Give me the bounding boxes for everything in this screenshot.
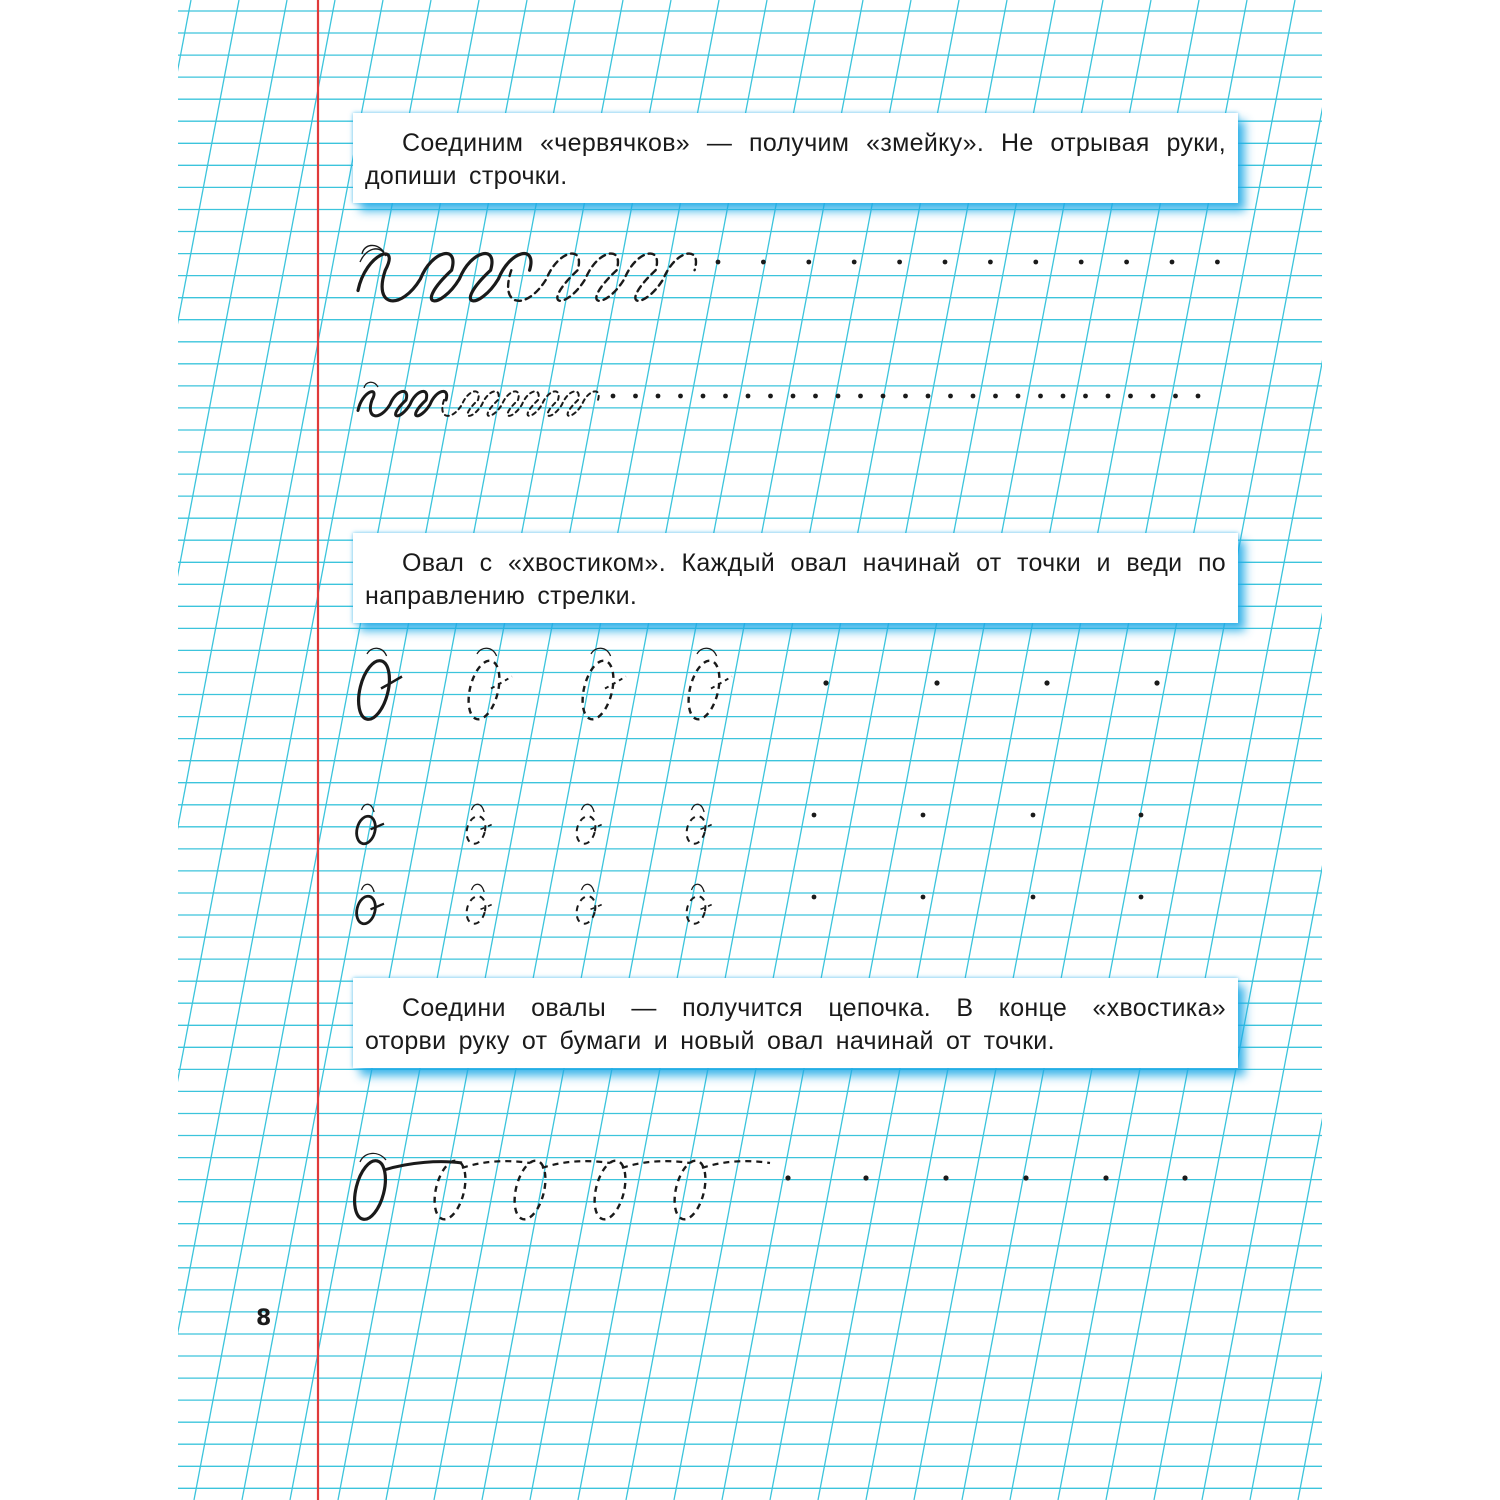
- guide-dot: [993, 394, 998, 399]
- guide-dot: [921, 895, 926, 900]
- dashed-tail: [481, 824, 495, 830]
- guide-dot: [988, 260, 993, 265]
- guide-dot: [806, 260, 811, 265]
- guide-dot: [897, 260, 902, 265]
- guide-dot: [1139, 813, 1144, 818]
- guide-dot: [611, 394, 616, 399]
- guide-dot: [746, 394, 751, 399]
- task-text-oval-tail: Овал с «хвостиком». Каждый овал начинай от точки и веди по направлению стрелки.: [365, 549, 1226, 610]
- dashed-chain-link: [702, 1161, 770, 1168]
- guide-dot: [903, 394, 908, 399]
- dashed-snake-stroke: [442, 391, 598, 415]
- guide-dot: [1106, 394, 1111, 399]
- dashed-oval: [684, 894, 708, 926]
- guide-dot: [921, 813, 926, 818]
- start-arrow-icon: [692, 804, 705, 812]
- solid-snake-stroke: [358, 391, 447, 415]
- solid-tail: [381, 677, 402, 689]
- guide-dot: [1215, 260, 1220, 265]
- guide-dot: [1173, 394, 1178, 399]
- solid-tail: [371, 904, 385, 910]
- guide-dot: [701, 394, 706, 399]
- task-text-oval-chain: Соедини овалы — получится цепочка. В конце «хвостика» оторви руку от бумаги и новый овал начинай от точки.: [365, 994, 1226, 1055]
- guide-dot: [1196, 394, 1201, 399]
- guide-dot: [1154, 680, 1159, 685]
- dashed-oval: [464, 814, 488, 846]
- guide-dot: [678, 394, 683, 399]
- start-arrow-icon: [692, 884, 705, 892]
- guide-dot: [1103, 1175, 1108, 1180]
- solid-snake-stroke: [358, 254, 531, 301]
- guide-dot: [1044, 680, 1049, 685]
- guide-dot: [1033, 260, 1038, 265]
- guide-dot: [1139, 895, 1144, 900]
- guide-dot: [716, 260, 721, 265]
- dashed-chain-link: [622, 1161, 690, 1168]
- dashed-chain-link: [542, 1161, 610, 1168]
- dashed-snake-stroke: [508, 254, 696, 301]
- guide-dot: [1031, 813, 1036, 818]
- guide-dot: [723, 394, 728, 399]
- start-arrow-icon: [362, 884, 375, 892]
- solid-chain-oval: [349, 1158, 391, 1223]
- dashed-oval: [574, 894, 598, 926]
- guide-dot: [1038, 394, 1043, 399]
- dashed-oval: [464, 894, 488, 926]
- task-box-oval-tail: [353, 533, 1238, 623]
- guide-dot: [823, 680, 828, 685]
- guide-dot: [761, 260, 766, 265]
- guide-dot: [1151, 394, 1156, 399]
- guide-dot: [1124, 260, 1129, 265]
- guide-dot: [926, 394, 931, 399]
- dashed-oval: [684, 814, 708, 846]
- dashed-tail: [491, 677, 512, 689]
- guide-dot: [943, 260, 948, 265]
- guide-dot: [768, 394, 773, 399]
- dashed-oval: [577, 658, 619, 723]
- guide-dot: [852, 260, 857, 265]
- start-arrow-icon: [477, 648, 497, 656]
- guide-dot: [633, 394, 638, 399]
- guide-dot: [812, 813, 817, 818]
- guide-dot: [836, 394, 841, 399]
- guide-dot: [943, 1175, 948, 1180]
- dashed-chain-link: [462, 1161, 530, 1168]
- guide-dot: [1182, 1175, 1187, 1180]
- start-arrow-icon: [582, 884, 595, 892]
- guide-dot: [948, 394, 953, 399]
- solid-oval: [354, 814, 378, 846]
- dashed-tail: [701, 904, 715, 910]
- guide-dot: [1031, 895, 1036, 900]
- solid-oval: [353, 658, 395, 723]
- guide-dot: [881, 394, 886, 399]
- guide-dot: [1061, 394, 1066, 399]
- guide-dot: [791, 394, 796, 399]
- dashed-tail: [711, 677, 732, 689]
- guide-dot: [1079, 260, 1084, 265]
- dashed-tail: [481, 904, 495, 910]
- solid-tail: [371, 824, 385, 830]
- dashed-tail: [605, 677, 626, 689]
- guide-dot: [1170, 260, 1175, 265]
- dashed-tail: [591, 904, 605, 910]
- dashed-tail: [701, 824, 715, 830]
- guide-dot: [1023, 1175, 1028, 1180]
- start-arrow-icon: [367, 648, 387, 656]
- dashed-oval: [463, 658, 505, 723]
- guide-dot: [863, 1175, 868, 1180]
- guide-dot: [934, 680, 939, 685]
- guide-dot: [813, 394, 818, 399]
- guide-dot: [785, 1175, 790, 1180]
- dashed-tail: [591, 824, 605, 830]
- start-arrow-icon: [582, 804, 595, 812]
- start-arrow-icon: [591, 648, 611, 656]
- task-box-snake: [353, 113, 1238, 203]
- page-number: 8: [256, 1306, 272, 1331]
- start-arrow-icon: [472, 884, 485, 892]
- start-arrow-icon: [472, 804, 485, 812]
- solid-oval: [354, 894, 378, 926]
- guide-dot: [971, 394, 976, 399]
- task-text-snake: Соединим «червячков» — получим «змейку». Не отрывая руки, допиши строчки.: [365, 129, 1226, 190]
- guide-dot: [858, 394, 863, 399]
- start-arrow-icon: [364, 382, 378, 388]
- guide-dot: [1083, 394, 1088, 399]
- dashed-oval: [574, 814, 598, 846]
- start-arrow-icon: [362, 804, 375, 812]
- guide-dot: [812, 895, 817, 900]
- task-box-oval-chain: [353, 978, 1238, 1068]
- dashed-oval: [683, 658, 725, 723]
- guide-dot: [1016, 394, 1021, 399]
- guide-dot: [656, 394, 661, 399]
- start-arrow-icon: [697, 648, 717, 656]
- guide-dot: [1128, 394, 1133, 399]
